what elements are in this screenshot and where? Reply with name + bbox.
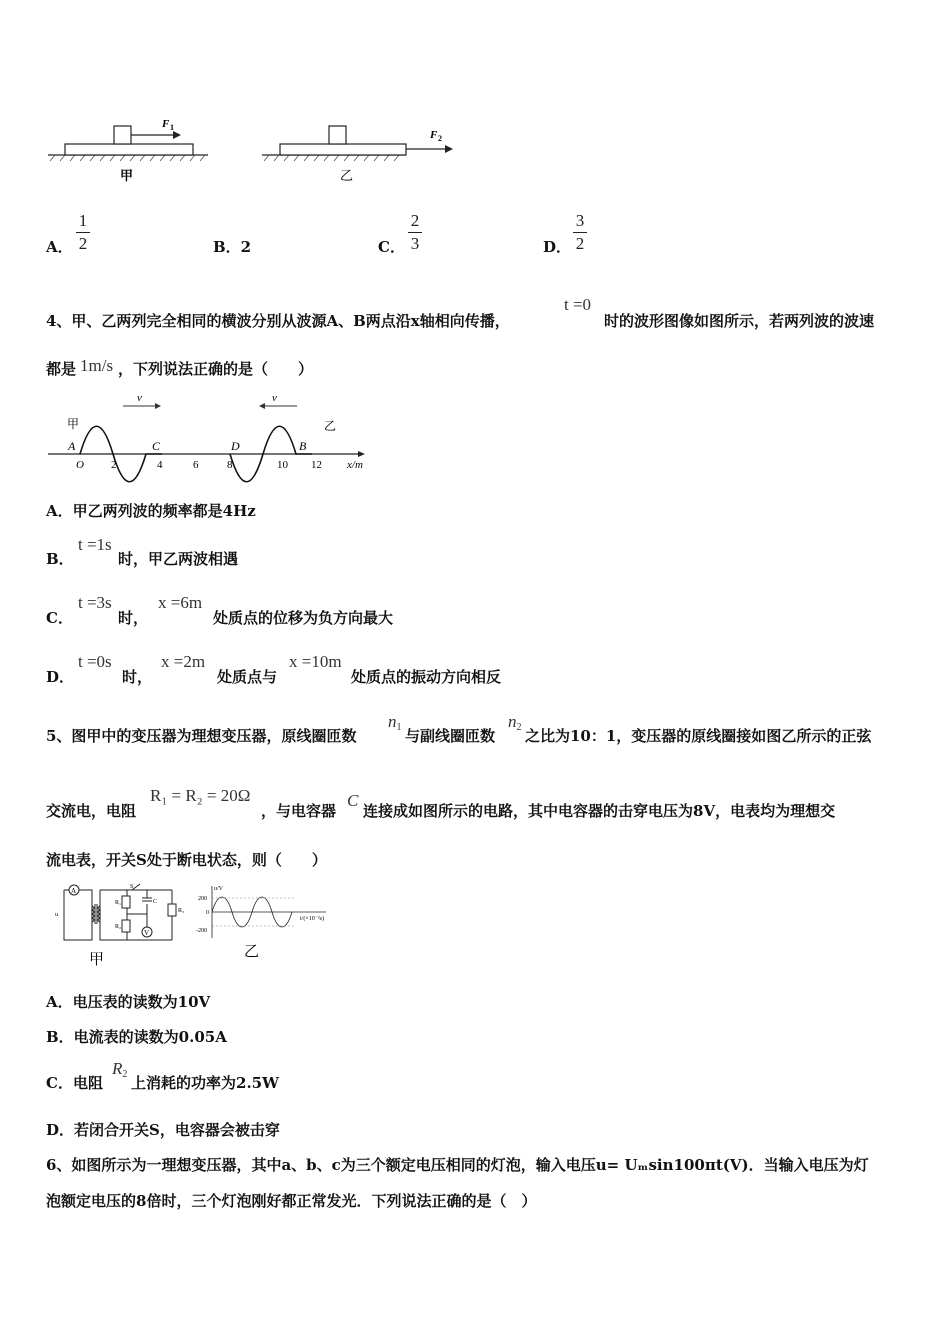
- q3-figure: [40, 110, 470, 190]
- q5-stem-line3: 流电表，开关S处于断电状态，则（ ）: [46, 851, 327, 869]
- q4-point-a: A: [68, 439, 76, 453]
- svg-text:A: A: [71, 887, 77, 895]
- q3-label-yi: 乙: [340, 168, 354, 183]
- q3-figure-jia: [48, 118, 208, 183]
- q4-tick-8: 8: [227, 459, 233, 471]
- q4-option-b-text: 时，甲乙两波相遇: [118, 550, 239, 568]
- q4-option-a: A．甲乙两列波的频率都是4Hz: [46, 502, 256, 520]
- q4-option-d-math3: x =10m: [289, 652, 342, 671]
- q3-option-d-numerator: 3: [575, 211, 585, 230]
- q5-stem-line1-b: 与副线圈匝数: [405, 727, 496, 745]
- q3-option-b: B．2: [213, 238, 252, 256]
- svg-text:F: F: [162, 118, 170, 130]
- q5-graph-y-top: 200: [198, 896, 207, 902]
- q6-stem-line2: 泡额定电压的8倍时，三个灯泡刚好都正常发光．下列说法正确的是（ ）: [46, 1192, 537, 1210]
- q4-point-c: C: [152, 439, 161, 453]
- q4-tick-4: 4: [157, 459, 163, 471]
- q4-wave-figure: [40, 388, 380, 488]
- q5-stem-n2: $n_2$: [508, 712, 522, 733]
- q5-option-d: D．若闭合开关S，电容器会被击穿: [46, 1121, 280, 1139]
- q6-stem-line1: 6、如图所示为一理想变压器，其中a、b、c为三个额定电压相同的灯泡，输入电压u= Uₘsin100πt(V)．当输入电压为灯: [46, 1156, 869, 1174]
- q4-tick-10: 10: [277, 459, 288, 471]
- q3-option-a-denominator: 2: [78, 234, 88, 253]
- q4-option-d-label: D．: [46, 668, 75, 686]
- q5-stem-line2-c-math: C: [347, 791, 359, 810]
- q5-stem-line1-c: 之比为10：1，变压器的原线圈接如图乙所示的正弦: [525, 727, 872, 745]
- q4-point-d: D: [231, 439, 240, 453]
- q3-option-d-denominator: 2: [575, 234, 585, 253]
- q5-option-c-text: 上消耗的功率为2.5W: [131, 1074, 279, 1092]
- svg-text:2: 2: [438, 134, 442, 143]
- q4-stem-part2: 时的波形图像如图所示，若两列波的波速: [604, 312, 875, 330]
- q5-graph-x-label: t/(×10⁻²s): [300, 916, 325, 922]
- q4-option-c-label: C．: [46, 609, 73, 627]
- q4-tick-2: 2: [111, 459, 117, 471]
- q5-option-b: B．电流表的读数为0.05A: [46, 1028, 227, 1046]
- q4-stem-line2-a: 都是: [46, 360, 77, 378]
- svg-text:S: S: [130, 884, 134, 890]
- q5-stem-line2-c: 连接成如图所示的电路，其中电容器的击穿电压为8V，电表均为理想交: [363, 802, 836, 820]
- q4-stem-line2-b: ，下列说法正确的是（ ）: [118, 360, 314, 378]
- q5-stem-line2-a: 交流电，电阻: [46, 802, 137, 820]
- q5-stem-line2-math: R₁ = R₂ = 20Ω: [150, 786, 251, 805]
- q3-option-c-denominator: 3: [410, 234, 420, 253]
- q3-option-d-label: D．: [543, 238, 572, 256]
- q5-stem-n1: $n_1$: [388, 712, 402, 733]
- q4-point-b: B: [299, 439, 307, 453]
- q4-option-b-label: B．: [46, 550, 74, 568]
- q4-velocity-right: v: [272, 392, 277, 404]
- q3-option-a-fraction: [76, 211, 90, 254]
- q3-option-a-label: A．: [46, 238, 73, 256]
- svg-text:C: C: [153, 899, 158, 905]
- q5-graph-y-zero: 0: [206, 910, 209, 916]
- q4-tick-6: 6: [193, 459, 199, 471]
- svg-text:u: u: [55, 912, 58, 918]
- q4-velocity-left: v: [137, 392, 142, 404]
- q3-option-a-numerator: 1: [78, 211, 88, 230]
- q5-label-yi: 乙: [244, 944, 260, 960]
- svg-text:R₃: R₃: [178, 908, 184, 914]
- q3-label-jia: 甲: [120, 168, 134, 183]
- svg-text:F: F: [430, 129, 438, 141]
- q5-graph-figure: [196, 882, 342, 968]
- svg-text:V: V: [144, 929, 150, 937]
- q5-graph-y-bottom: -200: [196, 928, 207, 934]
- q5-stem-line2-b: ，与电容器: [261, 802, 337, 820]
- q4-option-d-math2: x =2m: [161, 652, 206, 671]
- svg-text:R₂: R₂: [115, 924, 122, 930]
- q3-option-c-numerator: 2: [410, 211, 420, 230]
- q4-option-b-math: t =1s: [78, 535, 112, 554]
- q4-stem-line2-math: 1m/s: [80, 356, 114, 375]
- q4-option-d-text2: 处质点与: [217, 668, 278, 686]
- q3-option-d-fraction: [573, 211, 587, 254]
- q4-label-jia: 甲: [67, 417, 80, 431]
- q4-label-yi: 乙: [324, 419, 337, 433]
- q5-graph-u-label: u/V: [214, 886, 223, 892]
- q5-label-jia: 甲: [89, 952, 105, 968]
- q4-option-d-text3: 处质点的振动方向相反: [351, 668, 502, 686]
- q4-option-c-text2: 处质点的位移为负方向最大: [213, 609, 394, 627]
- q5-stem-line1-a: 5、图甲中的变压器为理想变压器，原线圈匝数: [46, 727, 357, 745]
- q5-option-c-math: $R_2$: [112, 1059, 128, 1080]
- svg-text:1: 1: [170, 123, 174, 132]
- q4-stem-math: t =0: [564, 295, 592, 314]
- q5-option-a: A．电压表的读数为10V: [46, 993, 211, 1011]
- q3-option-c-label: C．: [378, 238, 405, 256]
- q4-option-c-math2: x =6m: [158, 593, 203, 612]
- q4-tick-0: O: [76, 459, 84, 471]
- q4-axis-label: x/m: [347, 459, 363, 471]
- q5-circuit-figure: [52, 882, 184, 968]
- q4-option-c-math1: t =3s: [78, 593, 112, 612]
- q4-tick-12: 12: [311, 459, 322, 471]
- q5-option-c-label: C．电阻: [46, 1074, 103, 1092]
- q4-option-c-text1: 时，: [118, 609, 149, 627]
- q4-stem-part1: 4、甲、乙两列完全相同的横波分别从波源A、B两点沿x轴相向传播，: [46, 312, 510, 330]
- svg-text:R₁: R₁: [115, 900, 122, 906]
- q3-figure-yi: [262, 126, 453, 183]
- q4-option-d-text1: 时，: [122, 668, 153, 686]
- q3-option-c-fraction: [408, 211, 422, 254]
- q4-option-d-math1: t =0s: [78, 652, 112, 671]
